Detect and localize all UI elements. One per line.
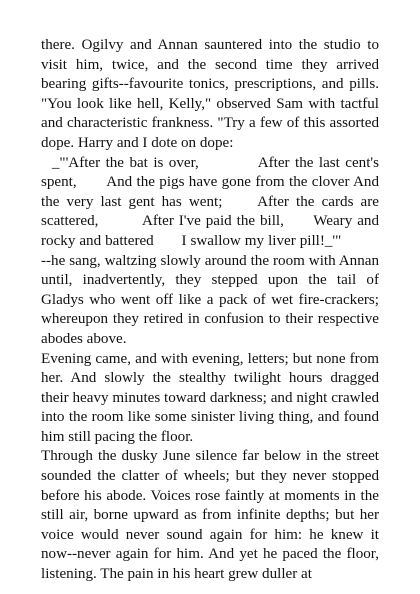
paragraph-june-silence: Through the dusky June silence far below in the street sounded the clatter of wheels; but they never stopped before his abode. Voices rose faintly at moments in the still air, borne upward as from infinite depths; but her voice would never sound again for him: he knew it now--never again for him. And yet he paced the floor, listening. The pain in his heart grew duller at: [41, 448, 379, 583]
page-text: [41, 36, 379, 585]
paragraph-kelly-visitors: there. Ogilvy and Annan sauntered into the studio to visit him, twice, and the second time they arrived bearing gifts--favourite tonics, prescriptions, and pills. "You look like hell, Kelly," observed Sam with tactful and characteristic frankness. "Try a few of this assorted dope. Harry and I dote on dope:: [41, 37, 379, 151]
paragraph-evening: Evening came, and with evening, letters; but none from her. And slowly the stealthy twilight hours dragged their heavy minutes toward darkness; and night crawled into the room like some sinister living thing, and found him still pacing the floor.: [41, 350, 379, 445]
song-verse: _"'After the bat is over, After the last cent's spent, And the pigs have gone from the clover And the very last gent has went; After the cards are scattered, After I've paid the bill, Weary and rocky and battered I swallow my liver pill!_'": [41, 154, 379, 249]
paragraph-waltz: --he sang, waltzing slowly around the room with Annan until, inadvertently, they stepped upon the tail of Gladys who went off like a pack of wet fire-crackers; whereupon they retired in confusion to their respective abodes above.: [41, 252, 379, 347]
